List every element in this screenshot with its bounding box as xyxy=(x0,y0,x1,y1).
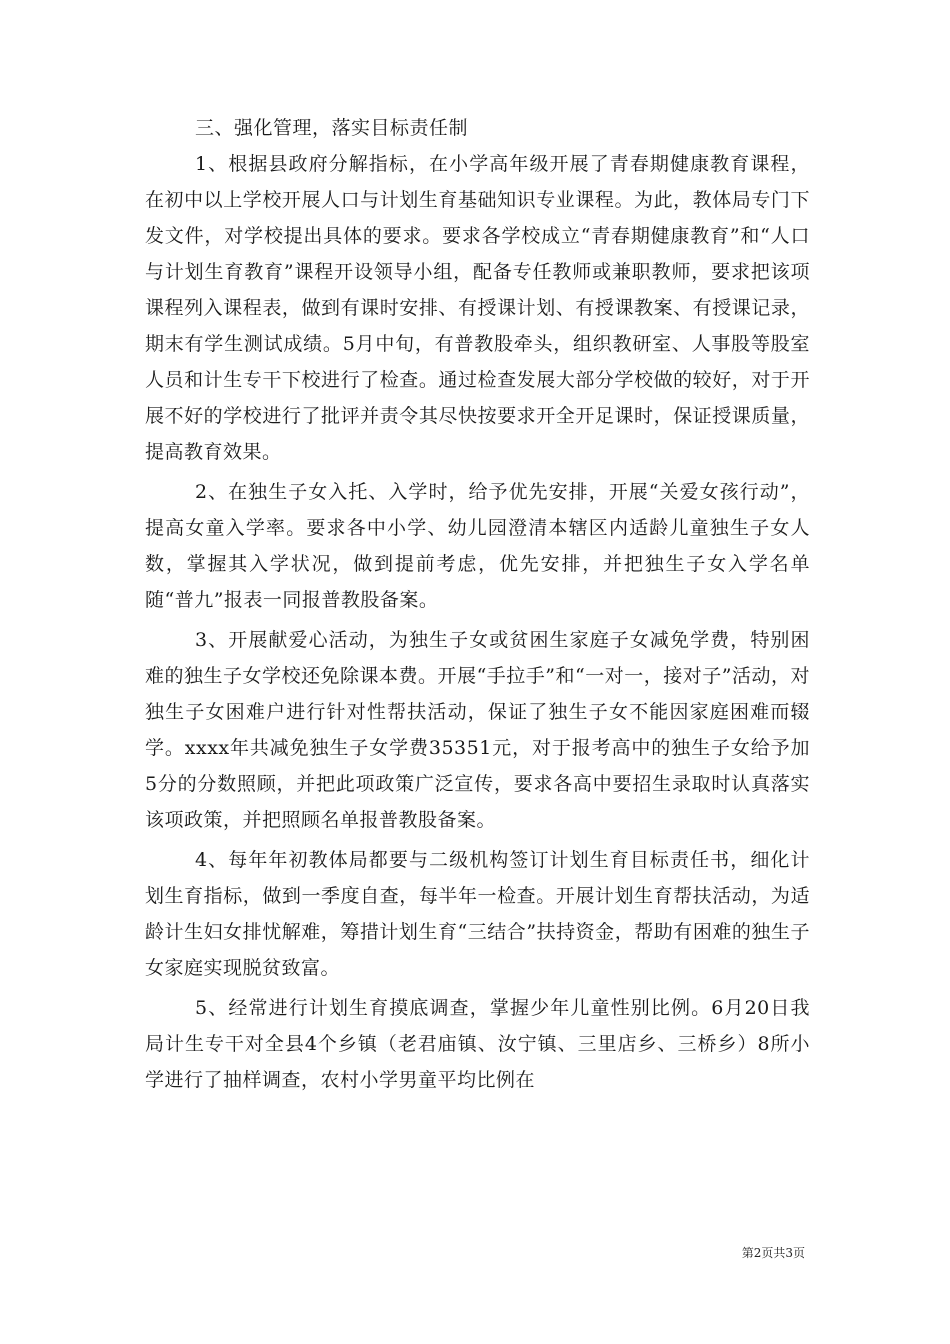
section-heading: 三、强化管理，落实目标责任制 xyxy=(195,117,469,139)
paragraph-2: 2、在独生子女入托、入学时，给予优先安排，开展“关爱女孩行动”，提高女童入学率。要求各中小学、幼儿园澄清本辖区内适龄儿童独生子女人数，掌握其入学状况，做到提前考虑，优先安排，并把独生子女入学名单随“普九”报表一同报普教股备案。 xyxy=(145,481,810,611)
paragraph-3: 3、开展献爱心活动，为独生子女或贫困生家庭子女减免学费，特别困难的独生子女学校还免除课本费。开展“手拉手”和“一对一，接对子”活动，对独生子女困难户进行针对性帮扶活动，保证了独生子女不能因家庭困难而辍学。xxxx年共减免独生子女学费35351元，对于报考高中的独生子女给予加5分的分数照顾，并把此项政策广泛宣传，要求各高中要招生录取时认真落实该项政策，并把照顾名单报普教股备案。 xyxy=(145,629,810,831)
paragraph-5: 5、经常进行计划生育摸底调查，掌握少年儿童性别比例。6月20日我局计生专干对全县4个乡镇（老君庙镇、汝宁镇、三里店乡、三桥乡）8所小学进行了抽样调查，农村小学男童平均比例在 xyxy=(145,997,810,1091)
paragraph-4: 4、每年年初教体局都要与二级机构签订计划生育目标责任书，细化计划生育指标，做到一季度自查，每半年一检查。开展计划生育帮扶活动，为适龄计生妇女排忧解难，筹措计划生育“三结合”扶持资金，帮助有困难的独生子女家庭实现脱贫致富。 xyxy=(145,849,810,979)
page-footer: 第2页共3页 xyxy=(741,1246,805,1260)
paragraph-1: 1、根据县政府分解指标，在小学高年级开展了青春期健康教育课程，在初中以上学校开展人口与计划生育基础知识专业课程。为此，教体局专门下发文件，对学校提出具体的要求。要求各学校成立“青春期健康教育”和“人口与计划生育教育”课程开设领导小组，配备专任教师或兼职教师，要求把该项课程列入课程表，做到有课时安排、有授课计划、有授课教案、有授课记录，期末有学生测试成绩。5月中旬，有普教股牵头，组织教研室、人事股等股室人员和计生专干下校进行了检查。通过检查发展大部分学校做的较好，对于开展不好的学校进行了批评并责令其尽快按要求开全开足课时，保证授课质量，提高教育效果。 xyxy=(145,153,810,463)
document-body xyxy=(145,110,810,1102)
